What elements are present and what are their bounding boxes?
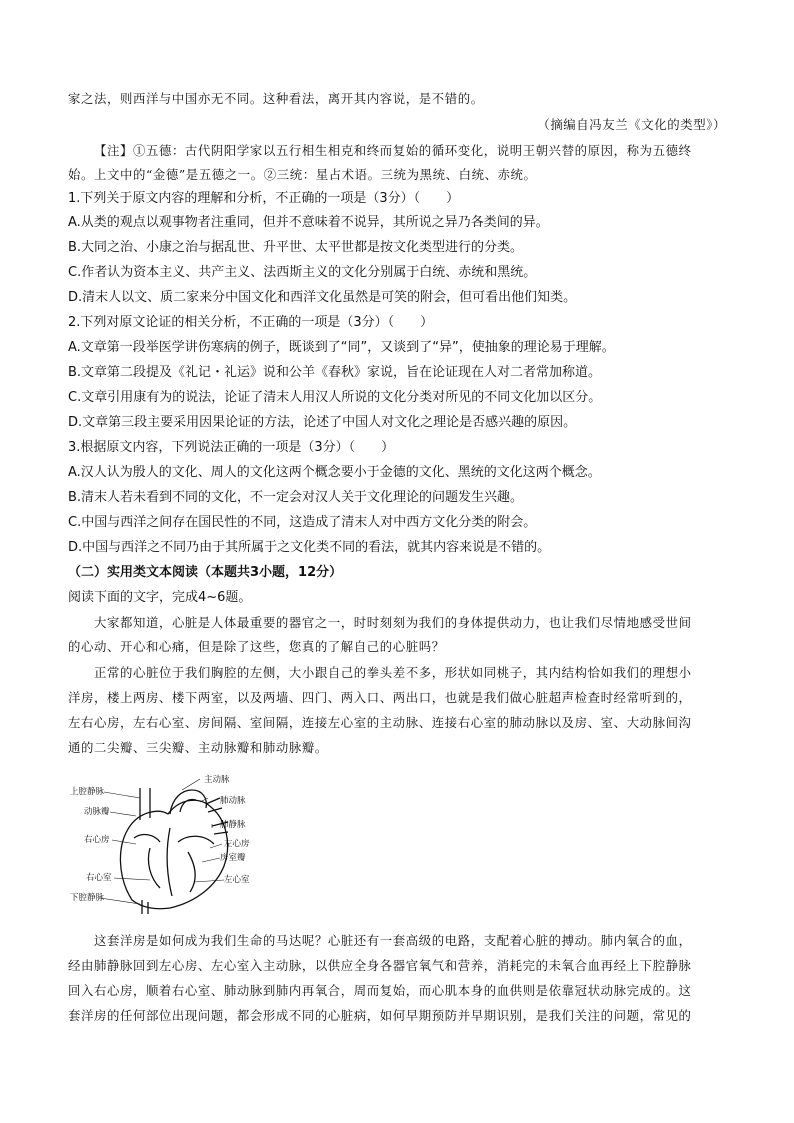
label-pulmonary-vein: 肺静脉 xyxy=(220,820,246,830)
passage-end-line: 家之法，则西洋与中国亦无不同。这种看法，离开其内容说，是不错的。 xyxy=(68,91,484,106)
question-3-option-a: A.汉人认为殷人的文化、周人的文化这两个概念要小于金德的文化、黑统的文化这两个概念。 xyxy=(68,465,601,480)
label-pulmonary-artery: 肺动脉 xyxy=(220,796,246,806)
question-2-option-c: C.文章引用康有为的说法，论证了清末人用汉人所说的文化分类对所见的不同文化加以区分。 xyxy=(68,390,602,405)
label-av-valve: 房室瓣 xyxy=(220,853,246,863)
question-3-option-c: C.中国与西洋之间存在国民性的不同，这造成了清末人对中西方文化分类的附会。 xyxy=(68,515,537,530)
para3-line-1: 这套洋房是如何成为我们生命的马达呢？心脏还有一套高级的电路，支配着心脏的搏动。肺内氧合的血， xyxy=(94,933,692,948)
section-instruction: 阅读下面的文字，完成4~6题。 xyxy=(68,590,252,605)
para2-line-2: 洋房，楼上两房、楼下两室，以及两墙、四门、两入口、两出口，也就是我们做心脏超声检查时经常听到的， xyxy=(68,690,692,705)
question-3-stem: 3.根据原文内容，下列说法正确的一项是（3分）（ ） xyxy=(68,440,395,455)
para1-line-2: 的心动、开心和心痛，但是除了这些，您真的了解自己的心脏吗？ xyxy=(68,639,445,654)
label-right-ventricle: 右心室 xyxy=(86,873,112,883)
label-left-ventricle: 左心室 xyxy=(224,875,250,885)
question-2-option-a: A.文章第一段举医学讲伤寒病的例子，既谈到了“同”，又谈到了“异”，使抽象的理论易于理解。 xyxy=(68,340,615,355)
question-1-option-c: C.作者认为资本主义、共产主义、法西斯主义的文化分别属于白统、赤统和黑统。 xyxy=(68,265,537,280)
question-1-stem: 1.下列关于原文内容的理解和分析，不正确的一项是（3分）（ ） xyxy=(68,191,460,206)
para1-line-1: 大家都知道，心脏是人体最重要的器官之一，时时刻刻为我们的身体提供动力，也让我们尽情地感受世间 xyxy=(94,615,692,630)
para3-line-4: 套洋房的任何部位出现问题，都会形成不同的心脏病，如何早期预防并早期识别，是我们关注的问题，常见的 xyxy=(68,1008,692,1023)
heart-diagram xyxy=(70,768,270,918)
question-3-option-b: B.清末人若未看到不同的文化，不一定会对汉人关于文化理论的问题发生兴趣。 xyxy=(68,490,524,505)
para3-line-3: 回入右心房，顺着右心室、肺动脉到肺内再氧合，周而复始，而心肌本身的血供则是依靠冠状动脉完成的。这 xyxy=(68,983,692,998)
label-aorta: 主动脉 xyxy=(204,775,230,785)
question-1-option-b: B.大同之治、小康之治与据乱世、升平世、太平世都是按文化类型进行的分类。 xyxy=(68,240,524,255)
section-heading: （二）实用类文本阅读（本题共3小题，12分） xyxy=(68,565,343,580)
label-superior-vena-cava: 上腔静脉 xyxy=(70,787,105,797)
para2-line-1: 正常的心脏位于我们胸腔的左侧，大小跟自己的拳头差不多，形状如同桃子，其内结构恰如我们的理想小 xyxy=(94,665,692,680)
note-line-2: 始。上文中的“金德”是五德之一。②三统：星占术语。三统为黑统、白统、赤统。 xyxy=(68,167,537,182)
para2-line-4: 通的二尖瓣、三尖瓣、主动脉瓣和肺动脉瓣。 xyxy=(68,740,328,755)
question-2-option-d: D.文章第三段主要采用因果论证的方法，论述了中国人对文化之理论是否感兴趣的原因。 xyxy=(68,415,577,430)
note-line-1: 【注】①五德：古代阴阳学家以五行相生相克和终而复始的循环变化，说明王朝兴替的原因，称为五德终 xyxy=(94,143,692,158)
question-2-option-b: B.文章第二段提及《礼记・礼运》说和公羊《春秋》家说，旨在论证现在人对二者常加称道。 xyxy=(68,365,602,380)
question-1-option-a: A.从类的观点以观事物者注重同，但并不意味着不说异，其所说之异乃各类间的异。 xyxy=(68,215,549,230)
question-3-option-d: D.中国与西洋之不同乃由于其所属于之文化类不同的看法，就其内容来说是不错的。 xyxy=(68,540,551,555)
question-2-stem: 2.下列对原文论证的相关分析，不正确的一项是（3分）（ ） xyxy=(68,315,434,330)
label-right-atrium: 右心房 xyxy=(84,835,110,845)
para2-line-3: 左右心房，左右心室、房间隔、室间隔，连接左心室的主动脉、连接右心室的肺动脉以及房、室、大动脉间沟 xyxy=(68,715,692,730)
label-inferior-vena-cava: 下腔静脉 xyxy=(70,893,105,903)
citation: （摘编自冯友兰《文化的类型》） xyxy=(537,117,726,132)
para3-line-2: 经由肺静脉回到左心房、左心室入主动脉，以供应全身各器官氧气和营养，消耗完的未氧合血再经上下腔静脉 xyxy=(68,958,692,973)
label-arterial-valve: 动脉瓣 xyxy=(84,807,110,817)
question-1-option-d: D.清末人以文、质二家来分中国文化和西洋文化虽然是可笑的附会，但可看出他们知类。 xyxy=(68,290,577,305)
label-left-atrium: 左心房 xyxy=(224,839,250,849)
